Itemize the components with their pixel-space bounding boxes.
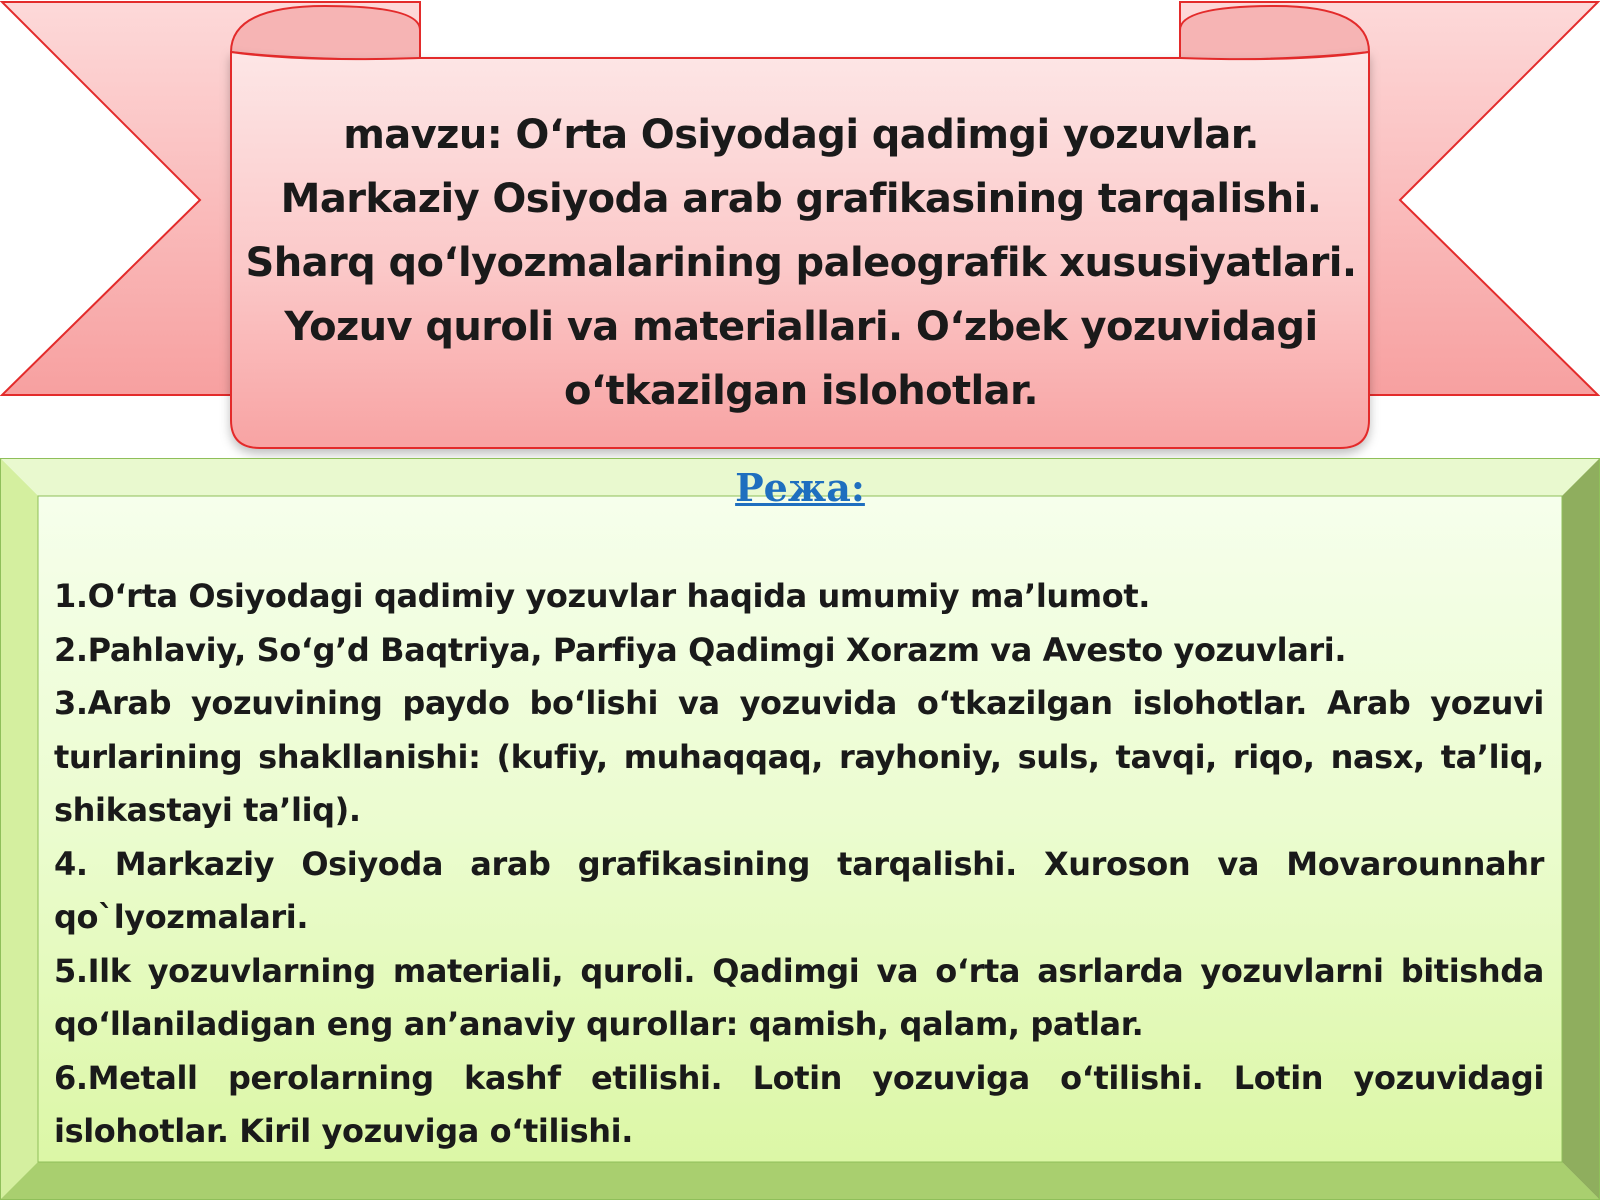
plan-list <box>54 570 1544 1159</box>
plan-item: 5.Ilk yozuvlarning materiali, quroli. Qadimgi va oʻrta asrlarda yozuvlarni bitishda qoʻllaniladigan eng an’anaviy qurollar: qamish, qalam, patlar. <box>54 951 1544 1043</box>
title-line: oʻtkazilgan islohotlar. <box>563 368 1039 414</box>
plan-heading: Режа: <box>735 465 865 510</box>
plan-item: 1.Oʻrta Osiyodagi qadimiy yozuvlar haqida umumiy ma’lumot. <box>54 577 1150 615</box>
title-line: Yozuv quroli va materiallari. Oʻzbek yozuvidagi <box>284 304 1318 350</box>
title-line: mavzu: Oʻrta Osiyodagi qadimgi yozuvlar. <box>343 112 1259 158</box>
title-line: Sharq qoʻlyozmalarining paleografik xususiyatlari. <box>245 240 1357 286</box>
plan-item: 2.Pahlaviy, Soʻg’d Baqtriya, Parfiya Qadimgi Xorazm va Avesto yozuvlari. <box>54 630 1347 669</box>
slide-title <box>232 98 1370 428</box>
plan-item: 6.Metall perolarning kashf etilishi. Lotin yozuviga oʻtilishi. Lotin yozuvidagi islohotlar. Kiril yozuviga oʻtilishi. <box>54 1058 1544 1150</box>
title-line: Markaziy Osiyoda arab grafikasining tarqalishi. <box>280 176 1322 222</box>
plan-item: 3.Arab yozuvining paydo boʻlishi va yozuvida oʻtkazilgan islohotlar. Arab yozuvi turlarining shakllanishi: (kufiy, muhaqqaq, rayhoniy, suls, tavqi, riqo, nasx, ta’liq, shikastayi ta’liq). <box>54 684 1544 829</box>
plan-item: 4. Markaziy Osiyoda arab grafikasining tarqalishi. Xuroson va Movarounnahr qo`lyozmalari. <box>54 844 1544 936</box>
